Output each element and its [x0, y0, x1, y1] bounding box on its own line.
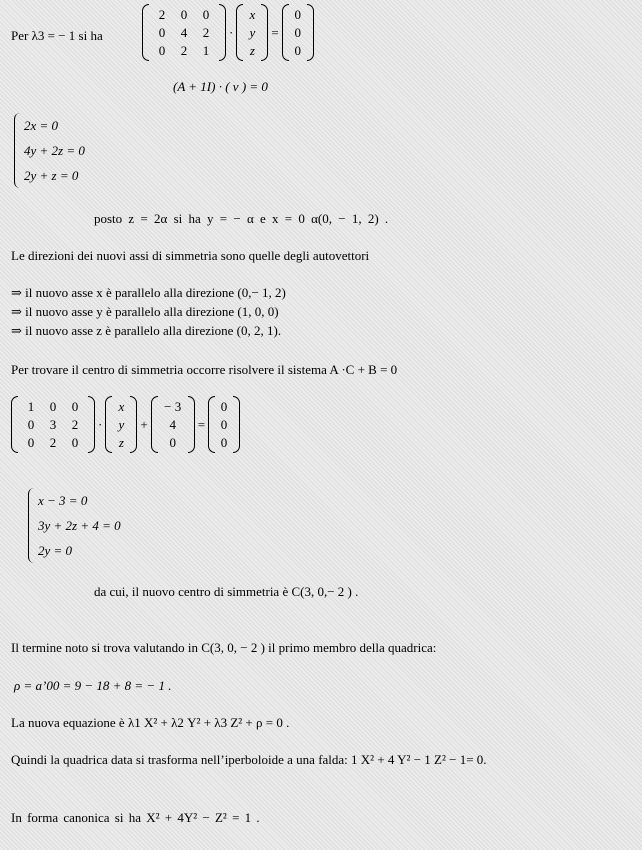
system-1-line: 4y + 2z = 0: [24, 143, 85, 158]
vector-xyz-2: x y z: [118, 399, 125, 450]
intro-text: Per λ3 = − 1 si ha: [11, 28, 103, 43]
axis-y-line: ⇒ il nuovo asse y è parallelo alla direzione (1, 0, 0): [11, 304, 279, 319]
vector-zero: 0 0 0: [294, 7, 301, 58]
system-1: [14, 113, 85, 188]
system-2: [28, 488, 121, 563]
vector-b: − 3 4 0: [164, 399, 182, 450]
hyperboloid-line: Quindi la quadrica data si trasforma nell’iperboloide a una falda: 1 X² + 4 Y² − 1 Z² − 1= 0.: [11, 752, 487, 767]
center-intro: Per trovare il centro di simmetria occorre risolvere il sistema A ·C + B = 0: [11, 362, 398, 377]
center-result: da cui, il nuovo centro di simmetria è C(3, 0,− 2 ) .: [94, 584, 359, 599]
system-1-line: 2x = 0: [24, 118, 59, 133]
matrix-equation-2: 1 0 0 0 3 2 0 2 0 · x y z + − 3 4 0 = 0 0 0: [11, 396, 240, 453]
axis-x-line: ⇒ il nuovo asse x è parallelo alla direzione (0,− 1, 2): [11, 285, 286, 300]
rho-value: ρ = a’00 = 9 − 18 + 8 = − 1 .: [14, 678, 172, 693]
matrix-a: 1 0 0 0 3 2 0 2 0: [27, 399, 79, 450]
directions-intro: Le direzioni dei nuovi assi di simmetria sono quelle degli autovettori: [11, 248, 370, 263]
system-2-line: 2y = 0: [38, 543, 73, 558]
constant-term-line: Il termine noto si trova valutando in C(3, 0, − 2 ) il primo membro della quadrica:: [11, 640, 437, 655]
system-1-line: 2y + z = 0: [24, 168, 79, 183]
equation-caption: (A + 1I) · ( v ) = 0: [173, 79, 268, 94]
new-equation: La nuova equazione è λ1 X² + λ2 Y² + λ3 Z² + ρ = 0 .: [11, 715, 290, 730]
system-2-line: x − 3 = 0: [38, 493, 88, 508]
axis-z-line: ⇒ il nuovo asse z è parallelo alla direzione (0, 2, 1).: [11, 323, 282, 338]
posto-line: posto z = 2α si ha y = − α e x = 0 α(0, − 1, 2) .: [94, 211, 389, 226]
vector-xyz: x y z: [249, 7, 256, 58]
vector-zero-2: 0 0 0: [220, 399, 228, 450]
matrix-a-plus-i: 2 0 0 0 4 2 0 2 1: [158, 7, 210, 58]
system-2-line: 3y + 2z + 4 = 0: [38, 518, 121, 533]
canonical-form: In forma canonica si ha X² + 4Y² − Z² = 1 .: [11, 810, 260, 825]
matrix-equation-1: 2 0 0 0 4 2 0 2 1 · x y z = 0 0 0: [142, 4, 314, 61]
